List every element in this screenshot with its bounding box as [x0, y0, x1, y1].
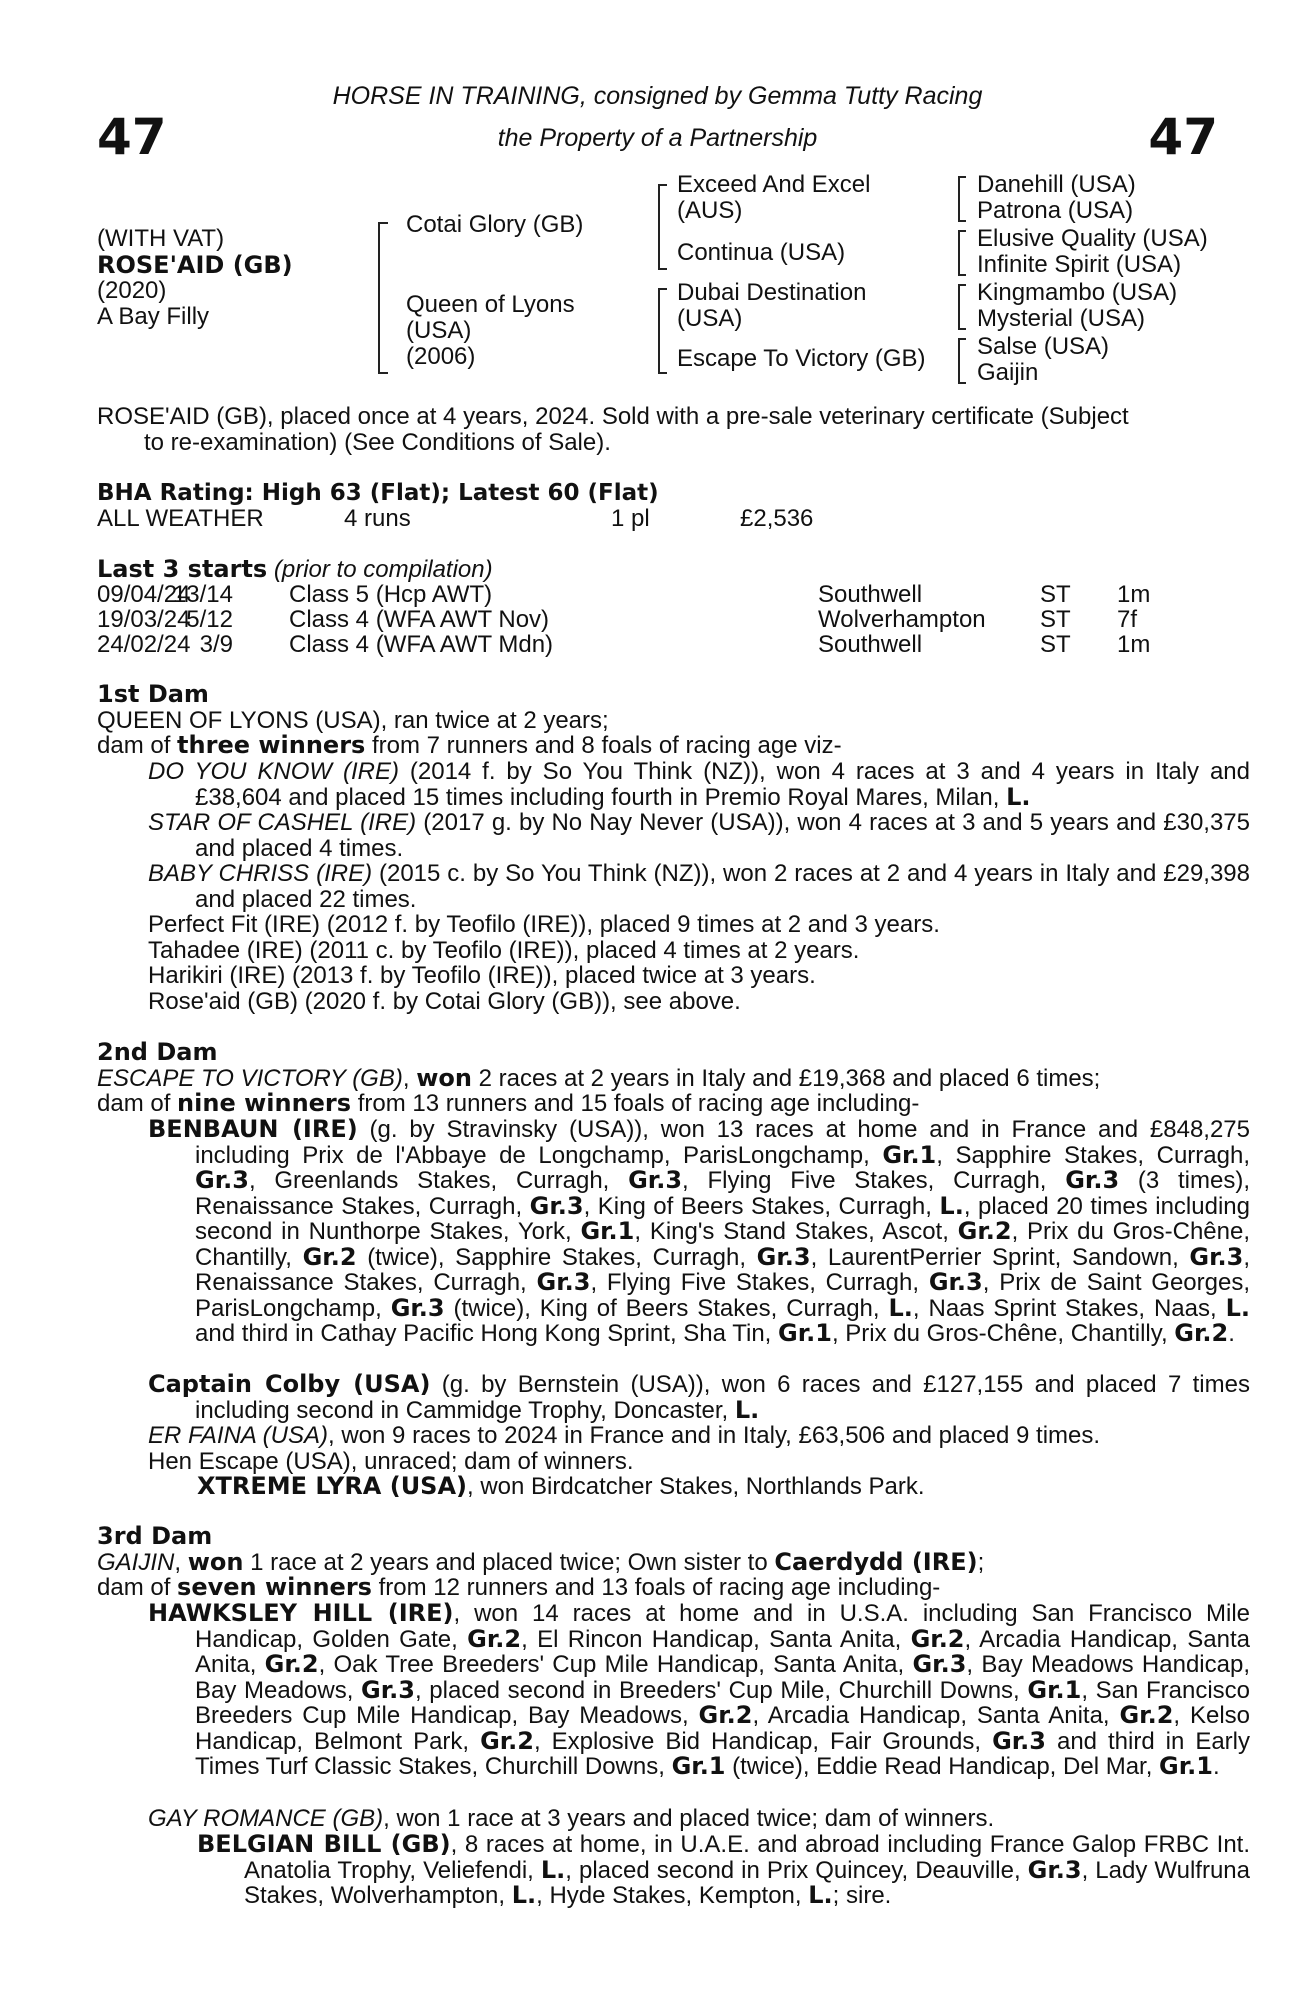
- start-going: ST: [1040, 631, 1071, 658]
- text-segment: , placed 20 times including second in Nunthorpe Stakes, York,: [195, 1192, 1250, 1245]
- progeny-3-text: (2015 c. by So You Think (NZ)), won 2 races at 2 and 4 years in Italy and £29,398 and placed 22 times.: [195, 860, 1251, 913]
- text-segment: .: [1212, 1753, 1220, 1780]
- bold-segment: L.: [540, 1855, 566, 1884]
- rating-prize: £2,536: [740, 505, 814, 532]
- er-faina-name: ER FAINA (USA): [148, 1422, 329, 1449]
- bold-segment: HAWKSLEY HILL (IRE): [148, 1599, 454, 1627]
- dam2-line1: [97, 1066, 1100, 1092]
- dam1-progeny-5: Tahadee (IRE) (2011 c. by Teofilo (IRE)), placed 4 times at 2 years.: [148, 937, 860, 964]
- progeny-2-name: STAR OF CASHEL (IRE): [148, 809, 417, 836]
- benbaun-record: [148, 1117, 1250, 1347]
- text-segment: ; sire.: [832, 1882, 892, 1909]
- text-segment: (g. by Stravinsky (USA)), won 13 races at home and in France and £848,275 including Prix de l'Abbaye de Longchamp, ParisLongchamp,: [195, 1116, 1251, 1169]
- text-segment: , San Francisco Breeders Cup Mile Handicap, Bay Meadows,: [195, 1676, 1251, 1729]
- progeny-1-grade: L.: [1006, 782, 1031, 811]
- bold-segment: Captain Colby (USA): [148, 1370, 431, 1398]
- bold-segment: L.: [1225, 1293, 1250, 1322]
- horse-description: A Bay Filly: [97, 303, 210, 330]
- start-pos: 5/12: [186, 606, 233, 633]
- text-segment: , Naas Sprint Stakes, Naas,: [912, 1294, 1226, 1322]
- brace-gen3-d: [958, 338, 966, 384]
- bold-segment: Gr.3: [992, 1726, 1046, 1755]
- text-segment: , 8 races at home, in U.A.E. and abroad including France Galop FRBC Int. Anatolia Trophy, Veliefendi,: [244, 1831, 1251, 1884]
- bold-segment: L.: [734, 1395, 760, 1424]
- bold-segment: Gr.1: [671, 1752, 726, 1780]
- consignor-line: HORSE IN TRAINING, consigned by Gemma Tutty Racing: [332, 82, 983, 110]
- bold-segment: Gr.3: [1065, 1166, 1120, 1194]
- dam1-progeny-7: Rose'aid (GB) (2020 f. by Cotai Glory (GB)), see above.: [148, 988, 741, 1015]
- progeny-3-name: BABY CHRISS (IRE): [148, 860, 373, 887]
- rating-placed: 1 pl: [611, 505, 650, 532]
- text-segment: , Arcadia Handicap, Santa Anita,: [195, 1625, 1250, 1678]
- horse-year: (2020): [97, 277, 167, 304]
- hen-escape-record: Hen Escape (USA), unraced; dam of winners.: [148, 1448, 634, 1475]
- start-race: Class 4 (WFA AWT Nov): [289, 606, 550, 633]
- xtreme-lyra-record: [197, 1474, 925, 1500]
- bold-segment: Gr.2: [467, 1624, 522, 1653]
- gay-romance-text: , won 1 race at 3 years and placed twice; dam of winners.: [383, 1805, 995, 1832]
- sire-sire-2: (AUS): [677, 197, 743, 224]
- bold-segment: Gr.3: [529, 1191, 584, 1220]
- start-race: Class 4 (WFA AWT Mdn): [289, 631, 554, 658]
- lot-number-left: 47: [97, 108, 167, 166]
- dam1-winners: three winners: [177, 731, 366, 759]
- dam1-progeny-6: Harikiri (IRE) (2013 f. by Teofilo (IRE)), placed twice at 3 years.: [148, 962, 816, 989]
- bold-segment: Gr.1: [580, 1217, 635, 1245]
- dam3-l2c: from 12 runners and 13 foals of racing age including-: [371, 1574, 941, 1601]
- text-segment: , placed second in Prix Quincey, Deauville,: [565, 1856, 1028, 1884]
- dam2-name: ESCAPE TO VICTORY (GB): [97, 1065, 403, 1092]
- text-segment: , LaurentPerrier Sprint, Sandown,: [810, 1243, 1190, 1271]
- dam-line-2: (USA): [406, 317, 472, 344]
- text-segment: (twice), Eddie Read Handicap, Del Mar,: [725, 1753, 1160, 1780]
- dam1-line1: QUEEN OF LYONS (USA), ran twice at 2 years;: [97, 707, 609, 734]
- text-segment: , Greenlands Stakes, Curragh,: [248, 1167, 629, 1194]
- gen3-dss: Kingmambo (USA): [977, 279, 1178, 306]
- start-race: Class 5 (Hcp AWT): [289, 581, 493, 608]
- gay-romance-name: GAY ROMANCE (GB): [148, 1805, 384, 1832]
- dam2-winners: nine winners: [177, 1089, 352, 1117]
- start-date: 19/03/24: [97, 606, 191, 633]
- text-segment: , Bay Meadows Handicap, Bay Meadows,: [195, 1651, 1250, 1704]
- text-segment: , placed second in Breeders' Cup Mile, Churchill Downs,: [414, 1676, 1028, 1704]
- text-segment: , Hyde Stakes, Kempton,: [536, 1882, 809, 1909]
- bold-segment: Gr.2: [264, 1650, 319, 1678]
- text-segment: , won 14 races at home and in U.S.A. including San Francisco Mile Handicap, Golden Gate,: [195, 1600, 1251, 1653]
- dam2-record: 2 races at 2 years in Italy and £19,368 and placed 6 times;: [471, 1065, 1101, 1092]
- lot-number-right: 47: [1148, 108, 1218, 166]
- sire: Cotai Glory (GB): [406, 211, 584, 238]
- bold-segment: Gr.1: [778, 1319, 832, 1347]
- text-segment: (g. by Bernstein (USA)), won 6 races and £127,155 and placed 7 times including second in Cammidge Trophy, Doncaster,: [195, 1371, 1250, 1424]
- start-date: 09/04/24: [97, 581, 191, 608]
- start-going: ST: [1040, 606, 1071, 633]
- dam3-record: 1 race at 2 years and placed twice; Own sister to: [243, 1549, 775, 1576]
- dam1-progeny-1: [148, 759, 1250, 810]
- bold-segment: L.: [808, 1881, 833, 1909]
- bold-segment: Gr.3: [195, 1166, 249, 1194]
- dam2-line2: [97, 1091, 919, 1117]
- bold-segment: Gr.2: [698, 1701, 753, 1729]
- dam1-title: 1st Dam: [97, 680, 209, 708]
- text-segment: , Prix du Gros-Chêne, Chantilly,: [195, 1218, 1251, 1271]
- last-starts-title: Last 3 starts: [97, 555, 268, 583]
- gay-romance-record: [148, 1806, 994, 1832]
- sire-sire-1: Exceed And Excel: [677, 171, 871, 198]
- dam1-l2c: from 7 runners and 8 foals of racing age viz-: [365, 732, 842, 759]
- gen3-ddd: Gaijin: [977, 359, 1039, 386]
- dam2-l2c: from 13 runners and 15 foals of racing age including-: [351, 1090, 920, 1117]
- bold-segment: L.: [888, 1293, 913, 1322]
- xtreme-lyra-text: , won Birdcatcher Stakes, Northlands Park.: [467, 1473, 925, 1500]
- pedigree-brace-sire: [658, 184, 667, 270]
- bold-segment: Gr.2: [910, 1624, 965, 1653]
- pedigree-brace-main: [378, 222, 388, 374]
- bold-segment: Gr.2: [480, 1726, 534, 1755]
- brace-gen3-a: [958, 176, 966, 222]
- start-date: 24/02/24: [97, 631, 191, 658]
- text-segment: , Flying Five Stakes, Curragh,: [682, 1167, 1066, 1194]
- vat-label: (WITH VAT): [97, 225, 225, 252]
- bold-segment: Gr.1: [1027, 1675, 1082, 1704]
- er-faina-text: , won 9 races to 2024 in France and in Italy, £63,506 and placed 9 times.: [328, 1422, 1101, 1449]
- rating-runs: 4 runs: [344, 505, 411, 532]
- text-segment: , King's Stand Stakes, Ascot,: [634, 1218, 958, 1245]
- text-segment: , Renaissance Stakes, Curragh,: [195, 1243, 1251, 1296]
- last-starts-subtitle: (prior to compilation): [273, 556, 493, 583]
- dam3-title: 3rd Dam: [97, 1522, 213, 1550]
- dam3-line1: [97, 1550, 984, 1576]
- start-dist: 1m: [1117, 631, 1151, 658]
- text-segment: (twice), Sapphire Stakes, Curragh,: [356, 1243, 757, 1271]
- dam-sire-1: Dubai Destination: [677, 279, 867, 306]
- text-segment: , Prix du Gros-Chêne, Chantilly,: [831, 1320, 1175, 1347]
- text-segment: (twice), King of Beers Stakes, Curragh,: [444, 1294, 889, 1322]
- gen3-sss: Danehill (USA): [977, 171, 1136, 198]
- rating-surface: ALL WEATHER: [97, 505, 264, 532]
- captain-colby-record: [148, 1372, 1250, 1423]
- dam1-progeny-4: Perfect Fit (IRE) (2012 f. by Teofilo (IRE)), placed 9 times at 2 and 3 years.: [148, 911, 940, 938]
- summary-line-1: ROSE'AID (GB), placed once at 4 years, 2024. Sold with a pre-sale veterinary certificate (Subject: [97, 403, 1129, 430]
- text-segment: , Oak Tree Breeders' Cup Mile Handicap, Santa Anita,: [318, 1651, 913, 1678]
- text-segment: , King of Beers Stakes, Curragh,: [583, 1192, 940, 1220]
- dam3-line2: [97, 1575, 940, 1601]
- dam2-l2a: dam of: [97, 1090, 178, 1117]
- er-faina-record: [148, 1423, 1100, 1449]
- belgian-bill-record: [197, 1832, 1250, 1909]
- bold-segment: Gr.2: [957, 1217, 1012, 1245]
- dam2-sep: ,: [402, 1065, 417, 1092]
- start-course: Southwell: [818, 581, 923, 608]
- dam3-won: won: [187, 1548, 244, 1576]
- dam-dam: Escape To Victory (GB): [677, 345, 926, 372]
- bold-segment: Gr.1: [882, 1140, 937, 1169]
- bold-segment: Gr.3: [1027, 1855, 1082, 1884]
- dam3-end: ;: [977, 1549, 985, 1576]
- progeny-2-text: (2017 g. by No Nay Never (USA)), won 4 races at 3 and 5 years and £30,375 and placed 4 times.: [195, 809, 1251, 862]
- dam1-progeny-3: [148, 861, 1250, 912]
- gen3-sdd: Infinite Spirit (USA): [977, 251, 1182, 278]
- bold-segment: Gr.3: [536, 1268, 591, 1296]
- dam-line-1: Queen of Lyons: [406, 291, 575, 318]
- bold-segment: Gr.3: [628, 1166, 683, 1194]
- progeny-1-name: DO YOU KNOW (IRE): [148, 758, 399, 785]
- gen3-sds: Elusive Quality (USA): [977, 225, 1208, 252]
- text-segment: , Flying Five Stakes, Curragh,: [590, 1269, 929, 1296]
- text-segment: , Kelso Handicap, Belmont Park,: [195, 1702, 1250, 1755]
- start-course: Southwell: [818, 631, 923, 658]
- bold-segment: Gr.3: [928, 1268, 983, 1296]
- text-segment: (3 times), Renaissance Stakes, Curragh,: [195, 1167, 1250, 1220]
- dam2-title: 2nd Dam: [97, 1038, 218, 1066]
- pedigree-brace-dam: [658, 288, 667, 374]
- bold-segment: L.: [939, 1191, 964, 1220]
- text-segment: and third in Cathay Pacific Hong Kong Sprint, Sha Tin,: [195, 1320, 778, 1347]
- dam3-l2a: dam of: [97, 1574, 178, 1601]
- text-segment: , Explosive Bid Handicap, Fair Grounds,: [534, 1727, 993, 1755]
- bha-rating: BHA Rating: High 63 (Flat); Latest 60 (Flat): [97, 480, 659, 506]
- text-segment: , Sapphire Stakes, Curragh,: [936, 1141, 1250, 1169]
- bold-segment: Gr.3: [390, 1293, 445, 1322]
- horse-name: ROSE'AID (GB): [97, 251, 293, 279]
- text-segment: , El Rincon Handicap, Santa Anita,: [521, 1625, 911, 1653]
- bold-segment: BENBAUN (IRE): [148, 1115, 358, 1143]
- bold-segment: Gr.3: [1189, 1242, 1244, 1271]
- start-pos: 3/9: [199, 631, 233, 658]
- bold-segment: Gr.3: [361, 1675, 415, 1704]
- dam1-l2a: dam of: [97, 732, 178, 759]
- dam-sire-2: (USA): [677, 305, 743, 332]
- text-segment: , Lady Wulfruna Stakes, Wolverhampton,: [244, 1856, 1250, 1909]
- brace-gen3-c: [958, 284, 966, 330]
- summary-line-2: to re-examination) (See Conditions of Sale).: [144, 429, 611, 456]
- progeny-1-text: (2014 f. by So You Think (NZ)), won 4 races at 3 and 4 years in Italy and £38,604 and placed 15 times including fourth in Premio Royal Mares, Milan,: [195, 758, 1250, 811]
- bold-segment: BELGIAN BILL (GB): [197, 1830, 451, 1858]
- gen3-dds: Salse (USA): [977, 333, 1110, 360]
- start-going: ST: [1040, 581, 1071, 608]
- bold-segment: Gr.3: [756, 1242, 811, 1271]
- dam-line-3: (2006): [406, 343, 476, 370]
- start-dist: 7f: [1117, 606, 1138, 633]
- text-segment: .: [1228, 1320, 1235, 1347]
- sire-dam: Continua (USA): [677, 239, 846, 266]
- bold-segment: Gr.2: [302, 1242, 357, 1271]
- text-segment: , Arcadia Handicap, Santa Anita,: [752, 1702, 1120, 1729]
- last-starts-heading: [97, 556, 493, 583]
- text-segment: and third in Early Times Turf Classic Stakes, Churchill Downs,: [195, 1727, 1250, 1780]
- dam1-progeny-2: [148, 810, 1250, 861]
- hawksley-hill-record: [148, 1601, 1250, 1780]
- brace-gen3-b: [958, 230, 966, 276]
- bold-segment: L.: [511, 1881, 537, 1909]
- start-course: Wolverhampton: [818, 606, 986, 633]
- gen3-dsd: Mysterial (USA): [977, 305, 1146, 332]
- xtreme-lyra-name: XTREME LYRA (USA): [197, 1472, 468, 1500]
- dam3-winners: seven winners: [177, 1573, 372, 1601]
- dam2-won: won: [416, 1064, 472, 1092]
- text-segment: , Prix de Saint Georges, ParisLongchamp,: [195, 1269, 1250, 1322]
- bold-segment: Gr.2: [1119, 1701, 1174, 1729]
- dam3-sister: Caerdydd (IRE): [774, 1548, 978, 1576]
- bold-segment: Gr.2: [1174, 1319, 1229, 1347]
- property-line: the Property of a Partnership: [497, 124, 818, 152]
- dam3-name: GAIJIN: [97, 1549, 175, 1576]
- bold-segment: Gr.3: [912, 1650, 967, 1678]
- dam1-line2: [97, 733, 842, 759]
- gen3-ssd: Patrona (USA): [977, 197, 1134, 224]
- start-dist: 1m: [1117, 581, 1151, 608]
- bold-segment: Gr.1: [1159, 1752, 1213, 1780]
- start-pos: 13/14: [172, 581, 233, 608]
- dam3-sep: ,: [174, 1549, 188, 1576]
